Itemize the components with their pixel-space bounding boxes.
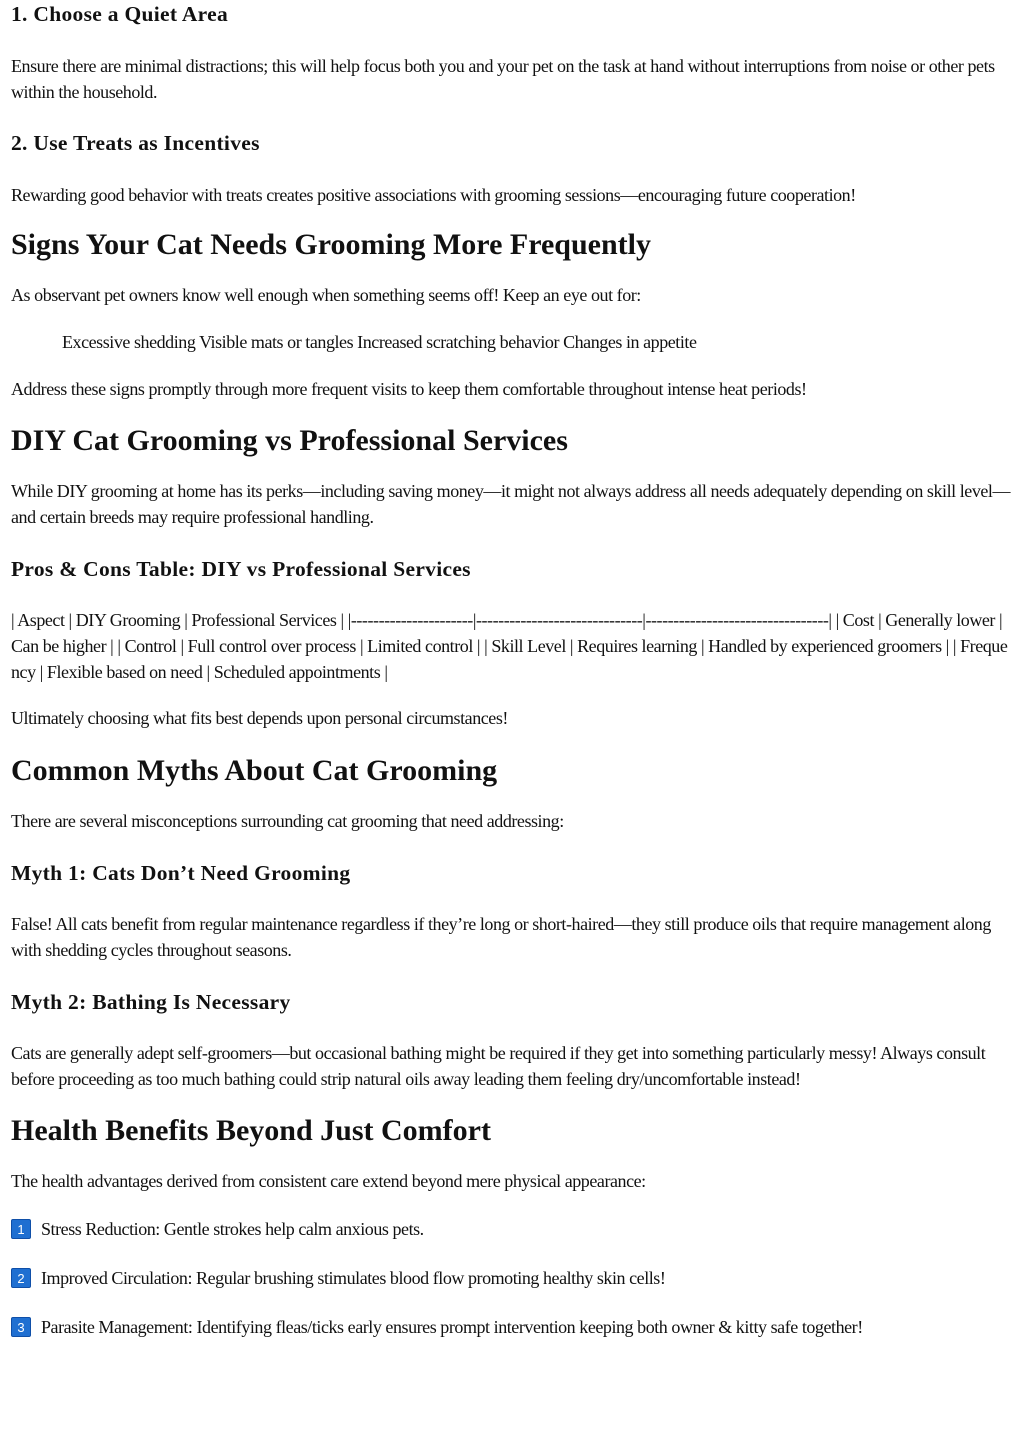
treats-heading: 2. Use Treats as Incentives xyxy=(11,131,260,155)
myth1-text: False! All cats benefit from regular maintenance regardless if they’re long or short-haired—they still produce oils that require management along with shedding cycles throughout seasons. xyxy=(11,914,991,960)
list-item xyxy=(11,1314,1013,1340)
health-item-text: Stress Reduction: Gentle strokes help calm anxious pets. xyxy=(41,1219,424,1239)
number-1-icon: 1 xyxy=(11,1219,31,1239)
number-2-icon: 2 xyxy=(11,1268,31,1288)
table-heading: Pros & Cons Table: DIY vs Professional Services xyxy=(11,557,471,581)
myth2-heading: Myth 2: Bathing Is Necessary xyxy=(11,990,291,1014)
number-3-icon: 3 xyxy=(11,1317,31,1337)
quiet-area-heading: 1. Choose a Quiet Area xyxy=(11,2,229,26)
health-intro: The health advantages derived from consistent care extend beyond mere physical appearance: xyxy=(11,1171,646,1191)
list-item xyxy=(11,1216,1013,1242)
diy-heading: DIY Cat Grooming vs Professional Services xyxy=(11,424,568,457)
health-item-text: Parasite Management: Identifying fleas/ticks early ensures prompt intervention keeping both owner & kitty safe together! xyxy=(41,1317,863,1337)
pros-cons-table-text: | Aspect | DIY Grooming | Professional Services | |----------------------|------------------------------|---------------------------------| | Cost | Generally lower | Can be higher | | Control | Full control over process | Limited control | | Skill Level | Requires learning | Handled by experienced groomers | | Frequency | Flexible based on need | Scheduled appointments | xyxy=(11,610,1008,682)
list-item xyxy=(11,1265,1013,1291)
quiet-area-text: Ensure there are minimal distractions; this will help focus both you and your pet on the task at hand without interruptions from noise or other pets within the household. xyxy=(11,56,995,102)
health-heading: Health Benefits Beyond Just Comfort xyxy=(11,1114,491,1147)
diy-conclusion: Ultimately choosing what fits best depends upon personal circumstances! xyxy=(11,708,508,728)
treats-text: Rewarding good behavior with treats creates positive associations with grooming sessions—encouraging future cooperation! xyxy=(11,185,856,205)
signs-heading: Signs Your Cat Needs Grooming More Frequently xyxy=(11,228,652,261)
signs-outro: Address these signs promptly through more frequent visits to keep them comfortable throughout intense heat periods! xyxy=(11,379,807,399)
myths-heading: Common Myths About Cat Grooming xyxy=(11,754,498,787)
diy-text: While DIY grooming at home has its perks—including saving money—it might not always address all needs adequately depending on skill level—and certain breeds may require professional handling. xyxy=(11,481,1011,527)
myth1-heading: Myth 1: Cats Don’t Need Grooming xyxy=(11,861,351,885)
signs-list: Excessive shedding Visible mats or tangles Increased scratching behavior Changes in appetite xyxy=(62,332,697,352)
myth2-text: Cats are generally adept self-groomers—but occasional bathing might be required if they get into something particularly messy! Always consult before proceeding as too much bathing could strip natural oils away leading them feeling dry/uncomfortable instead! xyxy=(11,1043,986,1089)
signs-intro: As observant pet owners know well enough when something seems off! Keep an eye out for: xyxy=(11,285,641,305)
health-item-text: Improved Circulation: Regular brushing stimulates blood flow promoting healthy skin cells! xyxy=(41,1268,666,1288)
myths-intro: There are several misconceptions surrounding cat grooming that need addressing: xyxy=(11,811,564,831)
